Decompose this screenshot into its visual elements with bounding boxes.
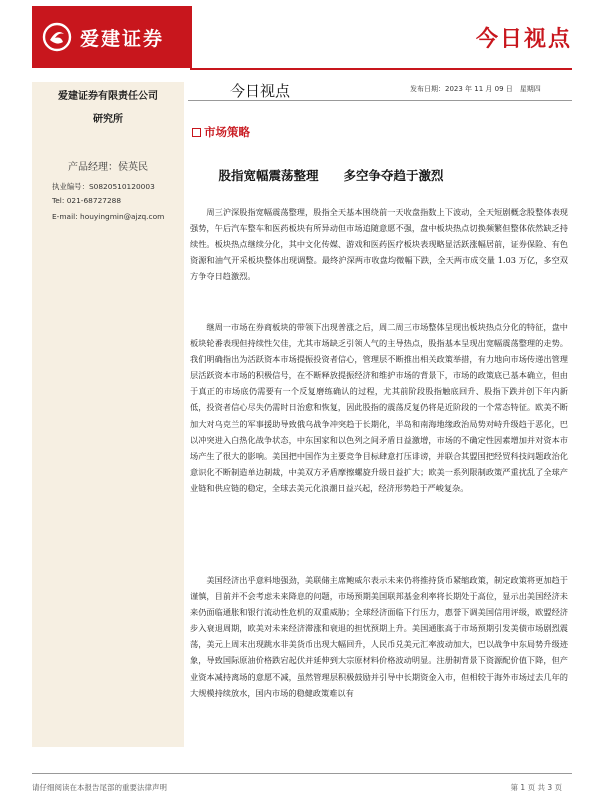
brand-logo <box>32 6 192 68</box>
report-name: 今日视点 <box>230 82 291 100</box>
header-title: 今日视点 <box>475 27 572 52</box>
header-divider <box>190 68 572 70</box>
sidebar-department: 研究所 <box>93 114 123 125</box>
body-paragraph-2: 继周一市场在券商板块的带领下出现普涨之后，周二周三市场整体呈现出板块热点分化的特征，盘中板块轮番表现但持续性欠佳，尤其市场缺乏引领人气的主导热点，股指基本呈现出宽幅震荡整理的走势。我们明确指出为活跃资本市场提振投资者信心，管理层不断推出相关政策举措，有力地向市场传递出管理层活跃资本市场的积极信号，在不断释放提振经济和维护市场的背景下，市场的政策底已基本确立，但由于真正的市场底仍需要有一个反复磨练确认的过程，尤其前阶段股指触底回升、股指下跌并创下年内新低，投资者信心尽失仍需时日治愈和恢复，因此股指的震荡反复仍将是近阶段的一个常态特征。欧美不断加大对乌克兰的军事援助导致俄乌战争冲突趋于长期化，半岛和南海地缘政治局势对峙升级趋于恶化，巴以冲突进入白热化战争状态，中东国家和以色列之间矛盾日益激增，市场的不确定性因素增加并对资本市场产生了很大的影响。美国把中国作为主要竞争目标肆意打压诽谤，并联合其盟国把经贸科技问题政治化意识化不断制造单边制裁，中美双方矛盾摩擦螺旋升级日益扩大；欧美一系列限制政策严重扰乱了全球产业链和供应链的稳定，全球去美元化浪潮日益兴起，经济形势趋于严峻复杂。 <box>190 322 568 493</box>
sidebar-license: 执业编号：S0820510120003 <box>52 182 155 191</box>
section-heading <box>192 124 250 140</box>
article-headline: 股指宽幅震荡整理 多空争夺趋于激烈 <box>218 168 444 183</box>
report-date: 发布日期：2023 年 11 月 09 日 星期四 <box>410 85 541 93</box>
footer-page-number: 第 1 页 共 3 页 <box>510 783 562 792</box>
sidebar-email: E-mail: houyingmin@ajzq.com <box>52 212 165 221</box>
section-label: 市场策略 <box>204 125 250 139</box>
footer-divider <box>32 773 572 774</box>
report-divider <box>188 100 572 101</box>
square-bullet-icon <box>192 128 201 137</box>
brand-logo-text: 爱建证券 <box>80 27 165 50</box>
sidebar-tel: Tel: 021-68727288 <box>52 196 122 205</box>
footer-disclaimer: 请仔细阅读在本报告尾部的重要法律声明 <box>32 783 167 792</box>
sidebar-manager: 产品经理：侯英民 <box>68 162 148 173</box>
body-paragraph-1: 周三沪深股指宽幅震荡整理，股指全天基本围绕前一天收盘指数上下波动，全天短剧概念股整体表现强势，午后汽车整车和医药板块有所异动但市场追随意愿不强，盘中板块热点切换频繁但整体依然缺乏持续性。板块热点继续分化，其中文化传媒、游戏和医药医疗板块表现略显活跃涨幅居前，证券保险、有色资源和油气开采板块整体出现调整。最终沪深两市收盘均微幅下跌，全天两市成交量 1.03 万亿，多空双方争夺日趋激烈。 <box>190 207 568 282</box>
page-header <box>0 0 600 82</box>
body-paragraph-3: 美国经济出乎意料地强劲，美联储主席鲍威尔表示未来仍将推持货币紧缩政策，制定政策将更加趋于谨慎，目前并不会考虑未来降息的问题，市场预期美国联邦基金利率将长期处于高位，显示出美国经济未来仍面临通胀和银行流动性危机的双重威胁；全球经济面临下行压力，惠誉下调美国信用评级，欧盟经济步入衰退周期，欧美对未来经济滞涨和衰退的担忧预期上升。美国通胀高于市场预期引发美债市场剧烈震荡，美元上周末出现跳水非美货币出现大幅回升，人民币兑美元汇率波动加大，巴以战争中东局势升级迹象，导致国际原油价格跌宕起伏并延伸到大宗原材料价格波动明显。注册制背景下资源配价值下降，但产业资本减持离场的意愿不减，虽然管理层积极鼓励并引导中长期资金入市，但相较于海外市场过去几年的大规模持续放水，国内市场的稳健政策难以有 <box>190 575 568 698</box>
brand-logo-icon <box>42 22 72 52</box>
sidebar-company: 爱建证券有限责任公司 <box>58 91 158 102</box>
